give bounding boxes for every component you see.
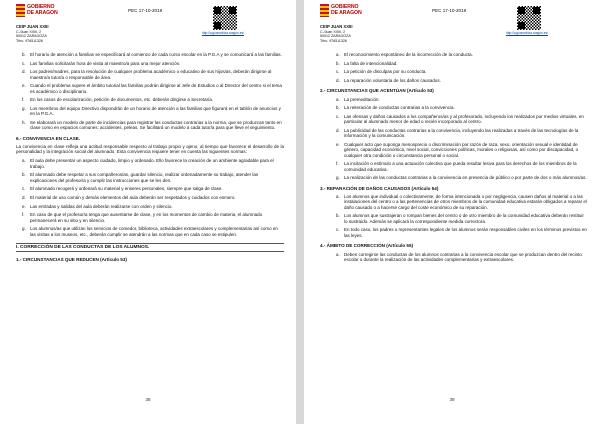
list-item-text: Los alumnos que sustrajeran o rompan bienes del centro o de otro miembro de la comunidad educativa deberán restituir lo sustraído. Además se aplicará la correspondiente medida correctora. — [344, 213, 584, 224]
list-item-text: La reiteración de conductas contrarias a la convivencia. — [344, 105, 455, 111]
school-info — [320, 25, 353, 43]
school-address: C./Juan XXIII, 2 — [16, 29, 42, 34]
list-item — [16, 106, 284, 117]
section-title: 2.- CIRCUNSTANCIAS QUE ACENTÚAN (Artículo 53) — [320, 88, 434, 94]
school-url-link[interactable]: http://cpjuanxxiiiza.aragon.es/ — [202, 31, 244, 35]
list-item-text: El alumnado debe respetar a sus compañeros/as, guardar silencio, realizar ordenadamente su trabajo, atender las explicaciones del profesor/a y cumplir las instrucciones que se les den. — [30, 172, 259, 183]
list-item-text: Las ofensas y daños causados a los compañeros/as y al profesorado, incluyendo los realizados por medios virtuales, en particular al alumnado menor de edad o recién incorporado al centro. — [344, 113, 584, 125]
list-item — [320, 175, 588, 180]
list-item-text: Deben corregirse las conductas de los alumnos contrarias a la convivencia escolar que se produzcan dentro del recinto escolar o durante la realización de las actividades complementarias y extraescolares. — [344, 251, 582, 263]
page-number: 38 — [145, 397, 151, 402]
list-item — [320, 61, 588, 66]
list-item-text: Los alumnos/as que utilizan los servicios de comedor, biblioteca, actividades extraescolares y complementarias así como en las visitas a los museos, etc., deberán cumplir se atendrán a las normas que en cada caso se estipulen. — [30, 226, 278, 237]
list-item-text: La publicidad de las conductas contrarias a la convivencia, incluyendo las realizadas a través de las tecnologías de la información y la comunicación. — [344, 127, 579, 139]
list-item-letter: g. — [22, 226, 26, 232]
list-item-letter: e. — [22, 203, 26, 209]
list-item-letter: d. — [22, 69, 26, 75]
list-item-text: La reparación voluntaria de los daños causados. — [344, 77, 441, 83]
list-item-text: El horario de atención a familias se especificará al comienzo de cada curso escolar en la P.G.A y se comunicará a las familias. — [30, 52, 282, 57]
list-item — [16, 158, 284, 169]
page-content — [320, 52, 588, 266]
school-city: 50012 ZARAGOZA — [320, 34, 351, 39]
list-item-letter: c. — [336, 227, 340, 233]
list-item-text: Las familias solicitarán hora de visita al maestro/a para una mejor atención. — [30, 60, 181, 66]
list-item — [320, 97, 588, 102]
page-number: 39 — [449, 397, 455, 402]
school-url-link[interactable]: http://cpjuanxxiiiza.aragon.es/ — [506, 31, 548, 35]
list-item-text: Los alumnos que individual o colectivamente, de forma intencionada o por negligencia, causen daños al material o a las instalaciones del centro o a las pertenencias de otros miembros de la comunidad educativa estarán obligados a reparar el daño causado o a hacerse cargo del coste económico de su reparación. — [344, 194, 587, 210]
list-item-letter: f. — [336, 161, 339, 167]
list-item-text: La petición de disculpas por su conducta. — [344, 69, 427, 75]
list-item-text: El alumnado recogerá y ordenará su material y enseres personales, siempre que salga de clase. — [30, 186, 223, 192]
school-name: CEIP JUAN XXIII — [320, 24, 353, 29]
logo-line2: DE ARAGON — [331, 10, 362, 16]
list-item-text: La incitación o estímulo a una actuación colectiva que pueda resultar lesiva para los derechos de los miembros de la comunidad educativa. — [344, 161, 577, 172]
list-item-text: El aula debe presentar un aspecto cuidado, limpio y ordenado. Ello favorece la creación de un ambiente agradable para el trabajo. — [30, 158, 274, 169]
logo-line1: GOBIERNO — [27, 4, 55, 10]
list-item-text: En caso de que el profesor/a tenga que ausentarse de clase, y en los momentos de cambio de materia, el alumnado permanecerá en su sitio y en silencio. — [30, 212, 263, 223]
section-paragraph: La convivencia en clase refleja una actitud responsable respecto al trabajo propio y ajeno, al tiempo que favorece el desarrollo de la personalidad y la integración social del alumnado. Esta convivencia requiere tener en cuenta las siguientes normas: — [16, 144, 284, 155]
list-item-letter: c. — [22, 186, 26, 192]
list-item-text: Se elaborará un modelo de parte de incidencias para registrar las conductas contrarias a la norma, que se produzcan tanto en clase como en espacios comunes: accidentes, peleas. Se facilitará un modelo a cada tutor/a para que lleve el seguimiento. — [30, 119, 282, 131]
list-item-letter: b. — [22, 172, 26, 178]
list-item-letter: d. — [336, 77, 340, 83]
list-item — [320, 128, 588, 139]
school-phone: Tfno. 976511326 — [16, 38, 43, 43]
list-item — [16, 97, 284, 102]
logo-line2: DE ARAGON — [27, 10, 58, 16]
school-phone: Tfno. 976511326 — [320, 38, 347, 43]
section-title: 6.- CONVIVENCIA EN CLASE. — [16, 135, 81, 141]
list-item-letter: a. — [336, 96, 340, 102]
chapter-title: I. CORRECCIÓN DE LAS CONDUCTAS DE LOS ALUMNOS. — [16, 243, 284, 252]
page-content — [16, 52, 284, 266]
aragon-flag-icon — [16, 4, 25, 17]
list-item-text: Cuando el problema supere el ámbito tutorial las familias podrán dirigirse al Jefe de Estudios o al Director del centro si el tema es académico o disciplinario. — [30, 83, 282, 94]
list-item-letter: f. — [22, 97, 25, 103]
aragon-logo — [320, 3, 368, 23]
subsection-title: 1.- CIRCUNSTANCIAS QUE REDUCEN (Artículo 53) — [16, 257, 127, 263]
list-item — [320, 78, 588, 83]
list-item-letter: c. — [336, 69, 340, 75]
list-item-text: Los padres/madres, para la resolución de cualquier problema académico o educativo de sus hijos/as, deberán dirigirse al maestro/a tutor/a o responsable de área. — [30, 69, 272, 80]
list-item-letter: g. — [336, 175, 340, 181]
list-item-letter: e. — [22, 83, 26, 89]
list-item-text: En los casos de escolarización, petición de documentos, etc. deberán dirigirse a Secretaría. — [30, 97, 214, 103]
list-item-text: Los miembros del equipo Directivo dispondrán de un horario de atención a las familias que figurará en el tablón de anuncios y en la P.G.A. — [30, 105, 281, 117]
section-title: 4.- ÁMBITO DE CORRECCIÓN (Artículo 55) — [320, 243, 414, 249]
list-item — [16, 52, 284, 57]
list-item-letter: f. — [22, 212, 25, 218]
list-item — [16, 120, 284, 131]
list-item — [320, 194, 588, 210]
list-item — [320, 213, 588, 224]
list-item-letter: h. — [22, 119, 26, 125]
list-item — [16, 172, 284, 183]
list-item — [320, 252, 588, 263]
page-right — [304, 0, 600, 424]
list-item-text: Cualquier acto que suponga menosprecio o discriminación por razón de raza, sexo, orientación sexual e identidad de género, capacidad económica, nivel social, convicciones políticas, morales o religiosas, así como por discapacidad, o cualquier otra condición o circunstancia personal o social. — [344, 141, 579, 158]
list-item-letter: g. — [22, 105, 26, 111]
list-item-letter: b. — [336, 105, 340, 111]
list-item — [16, 61, 284, 66]
list-item — [16, 83, 284, 94]
list-item-letter: b. — [336, 60, 340, 66]
list-item — [16, 212, 284, 223]
list-item-letter: b. — [336, 213, 340, 219]
list-item-letter: b. — [22, 52, 26, 57]
list-item-text: El reconocimiento espontáneo de la incorrección de la conducta. — [344, 52, 473, 57]
list-item-letter: a. — [336, 194, 340, 199]
list-item-letter: a. — [22, 158, 26, 164]
list-item-letter: c. — [22, 60, 26, 66]
list-item — [16, 204, 284, 209]
list-item — [320, 227, 588, 238]
list-item-text: La falta de intencionalidad. — [344, 60, 398, 66]
school-city: 50012 ZARAGOZA — [16, 34, 47, 39]
logo-line1: GOBIERNO — [331, 4, 359, 10]
qr-code-icon — [212, 5, 238, 31]
pec-date: PEC 17-10-2019 — [432, 8, 467, 13]
aragon-logo — [16, 3, 64, 23]
list-item-text: En todo caso, los padres o representantes legales de los alumnos serán responsables civiles en los términos previstos en las leyes. — [344, 227, 587, 238]
list-item — [320, 142, 588, 158]
school-address: C./Juan XXIII, 2 — [320, 29, 346, 34]
section-title: 3.- REPARACIÓN DE DAÑOS CAUSADOS (Artículo 54) — [320, 185, 439, 191]
list-item-text: La realización de las conductas contrarias a la convivencia en presencia de público o por parte de dos o más alumnos/as. — [344, 175, 587, 181]
qr-code-icon — [516, 5, 542, 31]
school-name: CEIP JUAN XXIII — [16, 24, 49, 29]
list-item — [320, 52, 588, 57]
list-item — [320, 161, 588, 172]
list-item-letter: d. — [336, 127, 340, 133]
page-header — [320, 3, 590, 49]
list-item-letter: e. — [336, 141, 340, 147]
list-item — [16, 195, 284, 200]
list-item-text: El material de uso común y demás elementos del aula deberán ser respetados y cuidados con esmero. — [30, 194, 236, 200]
page-left — [0, 0, 296, 424]
list-item — [320, 69, 588, 74]
list-item-letter: a. — [336, 251, 340, 257]
list-item-text: Las entradas y salidas del aula deberán realizarse con orden y silencio. — [30, 203, 173, 209]
list-item-letter: c. — [336, 113, 340, 119]
list-item-text: La premeditación. — [344, 96, 380, 102]
pec-date: PEC 17-10-2019 — [128, 8, 163, 13]
list-item-letter: d. — [22, 194, 26, 200]
list-item — [16, 226, 284, 237]
list-item — [16, 69, 284, 80]
page-header — [16, 3, 286, 49]
list-item — [320, 105, 588, 110]
aragon-flag-icon — [320, 4, 329, 17]
list-item-letter: a. — [336, 52, 340, 57]
list-item — [320, 114, 588, 125]
school-info — [16, 25, 49, 43]
list-item — [16, 186, 284, 191]
